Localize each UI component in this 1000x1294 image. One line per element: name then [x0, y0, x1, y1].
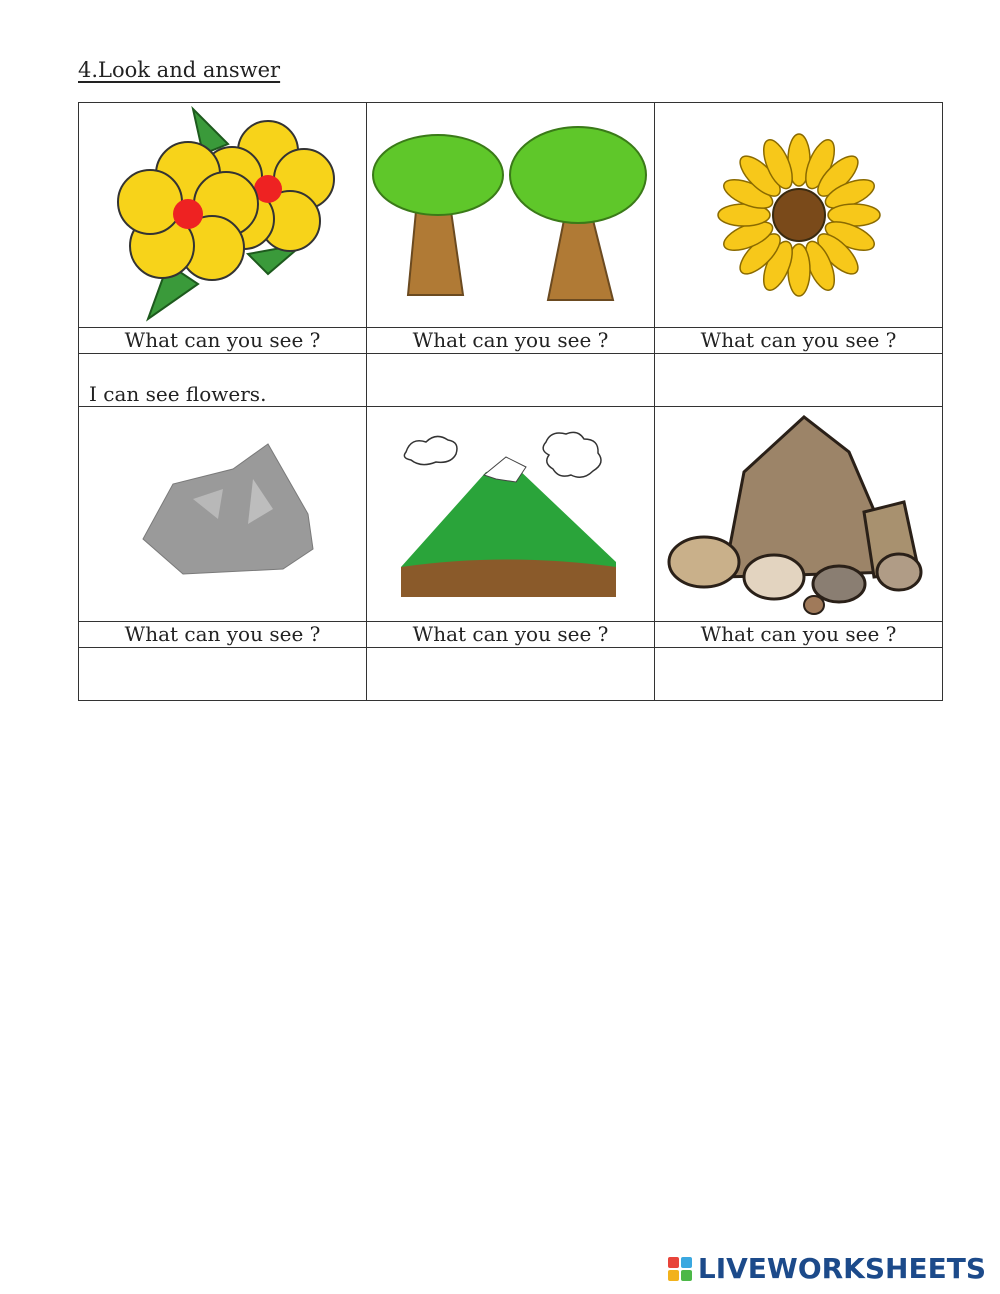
- rocks-image: [664, 412, 934, 617]
- answer-cell-4[interactable]: [79, 648, 367, 701]
- logo-text: LIVEWORKSHEETS: [697, 1252, 986, 1285]
- answer-cell-5[interactable]: [367, 648, 655, 701]
- question-1: What can you see ?: [79, 328, 367, 354]
- trees-image: [368, 120, 653, 310]
- picture-cell-mountain: [367, 407, 655, 622]
- answer-cell-1[interactable]: [79, 354, 367, 407]
- picture-cell-flowers: [79, 103, 367, 328]
- picture-cell-rocks: [655, 407, 943, 622]
- question-4: What can you see ?: [79, 622, 367, 648]
- stone-image: [123, 439, 323, 589]
- question-3: What can you see ?: [655, 328, 943, 354]
- picture-cell-sunflower: [655, 103, 943, 328]
- answer-text-1: I can see flowers.: [89, 382, 267, 406]
- answer-cell-3[interactable]: [655, 354, 943, 407]
- picture-cell-trees: [367, 103, 655, 328]
- sunflower-image: [714, 130, 884, 300]
- liveworksheets-logo: [668, 1252, 986, 1285]
- exercise-title: 4.Look and answer: [78, 58, 281, 82]
- question-6: What can you see ?: [655, 622, 943, 648]
- hibiscus-flowers-image: [108, 104, 338, 326]
- question-2: What can you see ?: [367, 328, 655, 354]
- picture-cell-stone: [79, 407, 367, 622]
- answer-cell-2[interactable]: [367, 354, 655, 407]
- logo-mark-icon: [668, 1257, 692, 1281]
- worksheet-table: [78, 102, 943, 701]
- mountain-image: [396, 427, 626, 602]
- answer-cell-6[interactable]: [655, 648, 943, 701]
- question-5: What can you see ?: [367, 622, 655, 648]
